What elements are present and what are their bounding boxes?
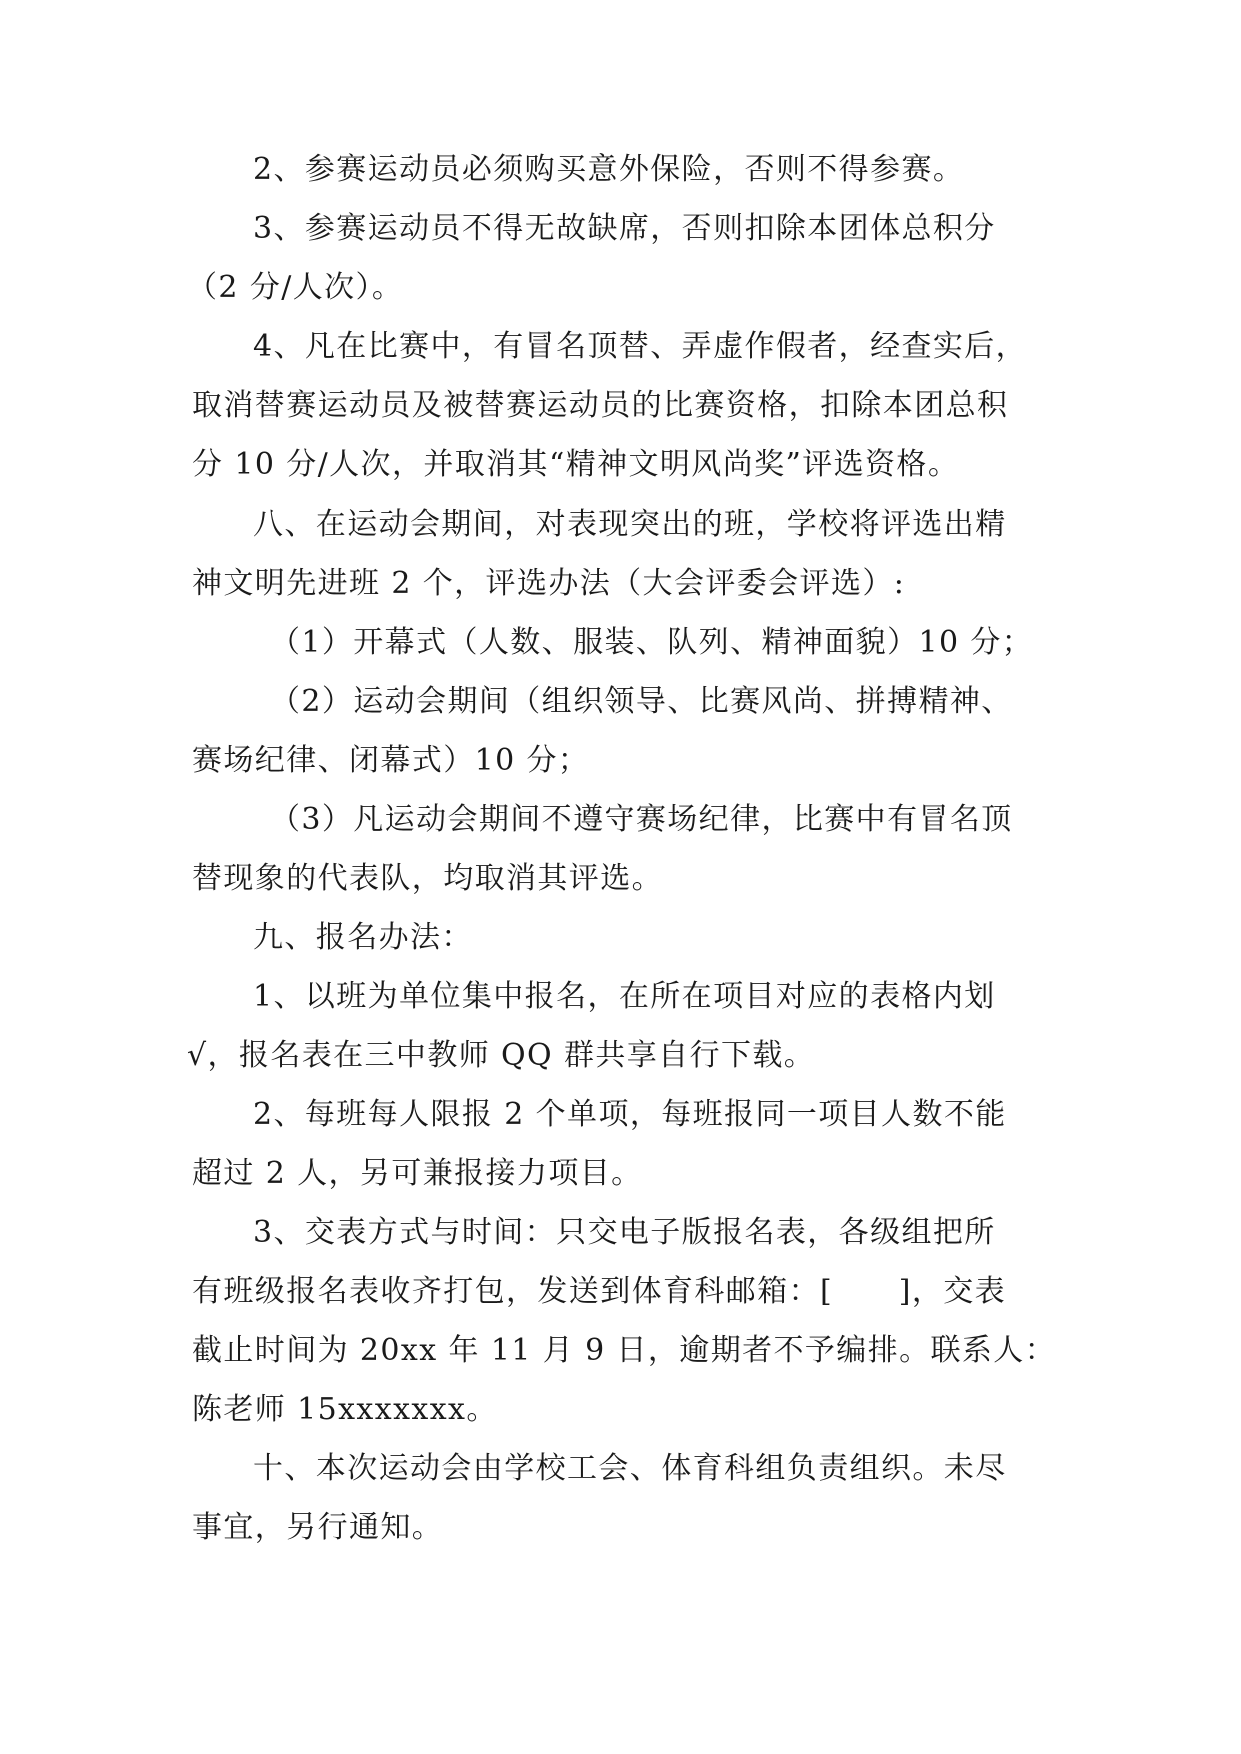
text-line: 九、报名办法： bbox=[253, 920, 473, 955]
text-line: （1）开幕式（人数、服装、队列、精神面貌）10 分； bbox=[270, 625, 1034, 660]
text-line: 事宜，另行通知。 bbox=[192, 1510, 444, 1545]
text-line: 陈老师 15xxxxxxx。 bbox=[192, 1392, 498, 1427]
text-line: 3、参赛运动员不得无故缺席，否则扣除本团体总积分 bbox=[253, 211, 996, 246]
text-line: 神文明先进班 2 个，评选办法（大会评委会评选）: bbox=[192, 566, 906, 601]
text-line: 3、交表方式与时间：只交电子版报名表，各级组把所 bbox=[253, 1215, 996, 1250]
text-line: 取消替赛运动员及被替赛运动员的比赛资格，扣除本团总积 bbox=[192, 388, 1009, 423]
text-line: 替现象的代表队，均取消其评选。 bbox=[192, 861, 663, 896]
text-line: 4、凡在比赛中，有冒名顶替、弄虚作假者，经查实后， bbox=[253, 329, 1028, 364]
text-line: 超过 2 人，另可兼报接力项目。 bbox=[192, 1156, 643, 1191]
text-line: （2 分/人次）。 bbox=[187, 270, 404, 305]
text-line: 2、每班每人限报 2 个单项，每班报同一项目人数不能 bbox=[253, 1097, 1007, 1132]
text-line: 1、以班为单位集中报名，在所在项目对应的表格内划 bbox=[253, 979, 996, 1014]
text-line: 截止时间为 20xx 年 11 月 9 日，逾期者不予编排。联系人： bbox=[192, 1333, 1057, 1368]
text-line: 有班级报名表收齐打包，发送到体育科邮箱：[ ]，交表 bbox=[192, 1274, 1007, 1309]
text-line: √，报名表在三中教师 QQ 群共享自行下载。 bbox=[187, 1038, 816, 1073]
text-line: （2）运动会期间（组织领导、比赛风尚、拼搏精神、 bbox=[270, 684, 1013, 719]
text-line: 十、本次运动会由学校工会、体育科组负责组织。未尽 bbox=[253, 1451, 1007, 1486]
text-line: （3）凡运动会期间不遵守赛场纪律，比赛中有冒名顶 bbox=[270, 802, 1013, 837]
text-line: 八、在运动会期间，对表现突出的班，学校将评选出精 bbox=[253, 507, 1007, 542]
text-line: 赛场纪律、闭幕式）10 分； bbox=[192, 743, 590, 778]
text-line: 分 10 分/人次，并取消其“精神文明风尚奖”评选资格。 bbox=[192, 447, 960, 482]
text-line: 2、参赛运动员必须购买意外保险，否则不得参赛。 bbox=[253, 152, 965, 187]
